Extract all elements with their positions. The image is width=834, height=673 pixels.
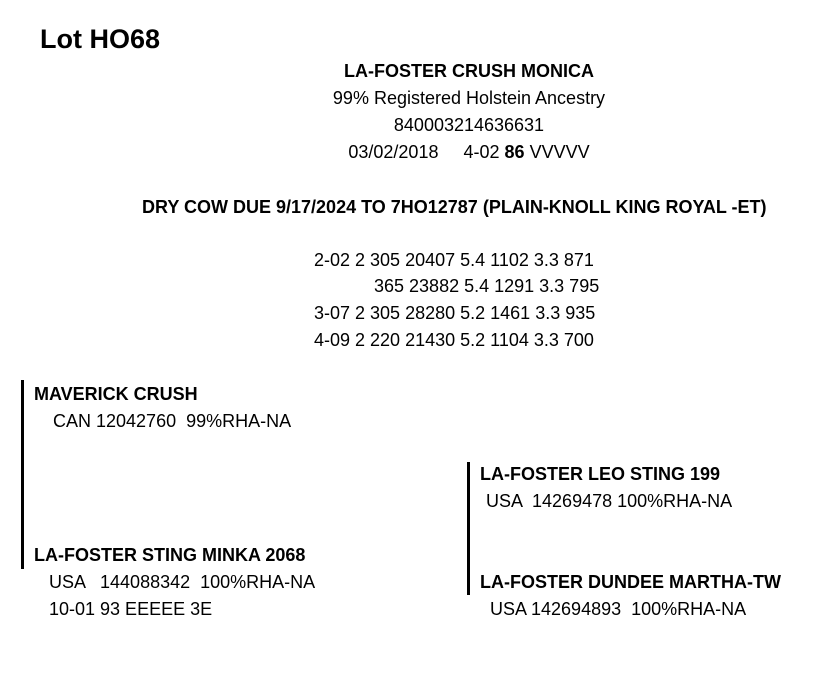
classification-score: 86 [504,142,525,162]
dam-info: USA 144088342 100%RHA-NA [49,572,316,592]
ancestry-line: 99% Registered Holstein Ancestry [332,88,606,108]
animal-name: LA-FOSTER CRUSH MONICA [344,61,594,81]
dam-sire-info: USA 14269478 100%RHA-NA [486,491,733,511]
record-row: 2-02 2 305 20407 5.4 1102 3.3 871 [314,250,594,270]
record-row: 4-09 2 220 21430 5.2 1104 3.3 700 [314,330,594,350]
dam-classification: 10-01 93 EEEEE 3E [49,599,213,619]
dam-dam-name: LA-FOSTER DUNDEE MARTHA-TW [480,572,781,592]
sire-info: CAN 12042760 99%RHA-NA [53,411,292,431]
sire-name: MAVERICK CRUSH [34,384,198,404]
dam-sire-name: LA-FOSTER LEO STING 199 [480,464,721,484]
pedigree-bracket-right [467,462,470,595]
lot-number: Lot HO68 [40,24,161,54]
breeding-status: DRY COW DUE 9/17/2024 TO 7HO12787 (PLAIN-KNOLL KING ROYAL -ET) [142,197,767,217]
record-row: 365 23882 5.4 1291 3.3 795 [374,276,600,296]
pedigree-bracket-left [21,380,24,569]
registration-id: 840003214636631 [393,115,545,135]
class-age: 4-02 [463,142,500,162]
birth-score-line [0,142,834,163]
record-row: 3-07 2 305 28280 5.2 1461 3.3 935 [314,303,596,323]
dam-name: LA-FOSTER STING MINKA 2068 [34,545,306,565]
classification-grade: VVVVV [529,142,590,162]
dam-dam-info: USA 142694893 100%RHA-NA [490,599,747,619]
birth-date: 03/02/2018 [348,142,439,162]
